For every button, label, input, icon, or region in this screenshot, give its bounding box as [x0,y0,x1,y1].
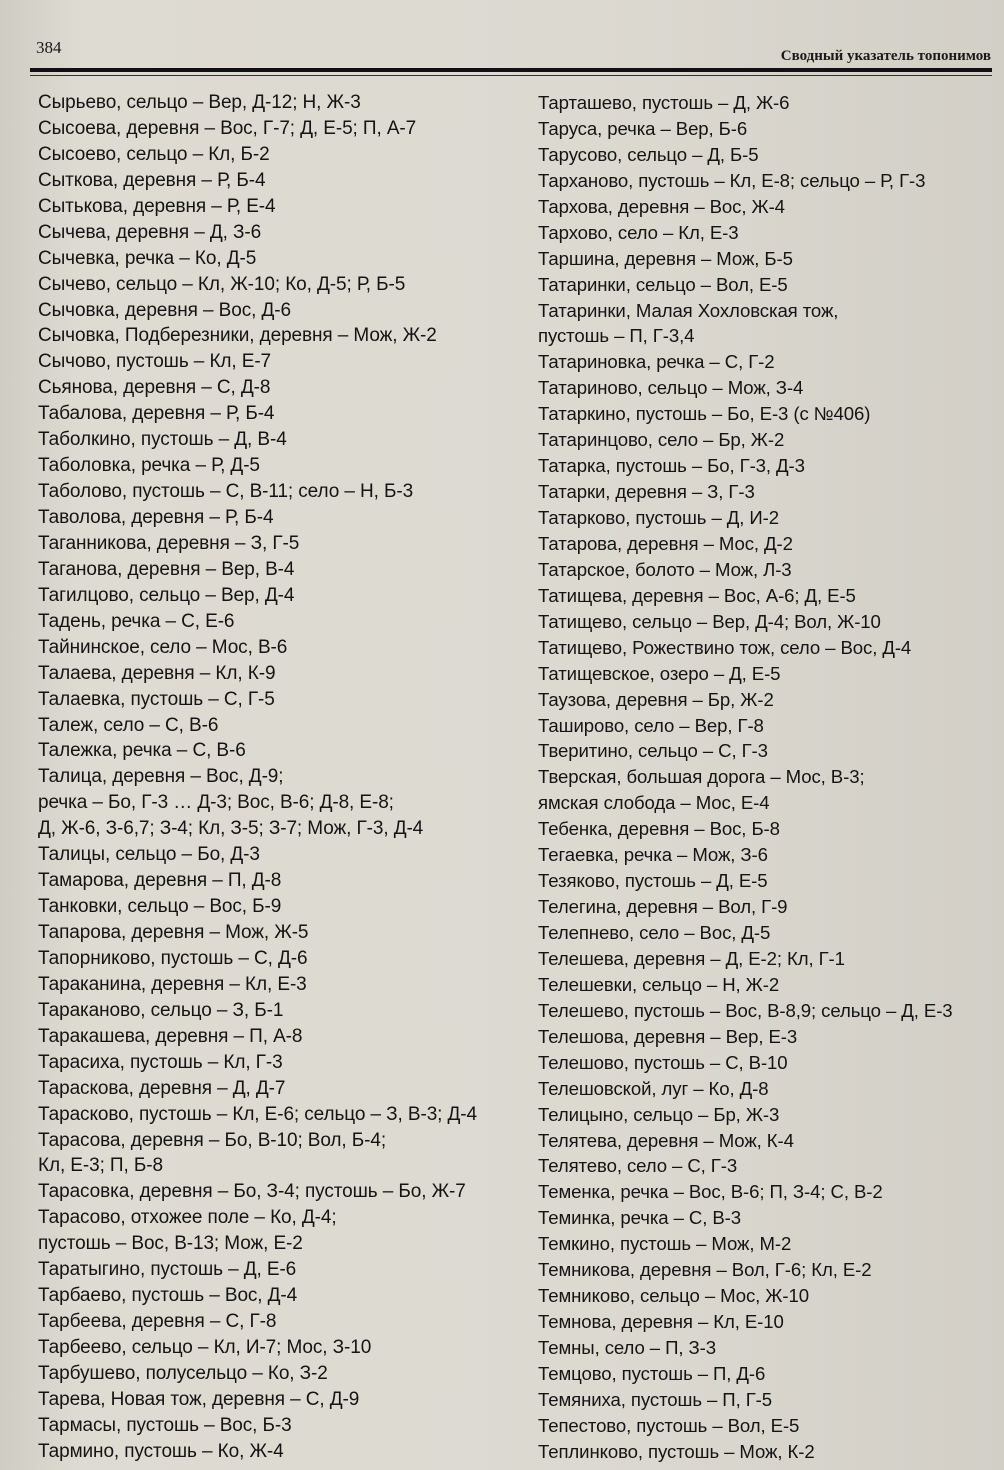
index-entry: Телешева, деревня – Д, Е-2; Кл, Г-1 [538,947,845,969]
page-number: 384 [36,38,62,57]
index-entry: Таршина, деревня – Мож, Б-5 [538,247,793,269]
index-entry: Татарково, пустошь – Д, И-2 [538,507,779,528]
index-entry: Темяниха, пустошь – П, Г-5 [538,1388,772,1410]
index-entry: Талаева, деревня – Кл, К-9 [38,662,276,684]
index-entry: Тапорниково, пустошь – С, Д-6 [38,947,308,969]
header-rule-thick [30,68,992,72]
index-entry: Тагилцово, сельцо – Вер, Д-4 [38,584,295,606]
index-entry: Танковки, сельцо – Вос, Б-9 [38,896,282,918]
index-entry: Сьянова, деревня – С, Д-8 [38,377,271,399]
index-entry: Тарасово, отхожее поле – Ко, Д-4; [38,1207,337,1229]
index-entry: Таруса, речка – Вер, Б-6 [538,117,748,139]
index-entry: Тадень, речка – С, Е-6 [38,610,235,632]
index-entry: речка – Бо, Г-3 … Д-3; Вос, В-6; Д-8, Е-8; [38,792,394,814]
index-entry: Тархова, деревня – Вос, Ж-4 [538,195,785,217]
index-entry: Темцово, пустошь – П, Д-6 [538,1362,766,1384]
running-title: Сводный указатель топонимов [780,48,991,64]
index-entry: Сычово, пустошь – Кл, Е-7 [38,351,272,373]
index-entry: Таузова, деревня – Бр, Ж-2 [538,688,774,710]
index-entry: Теменка, речка – Вос, В-6; П, З-4; С, В-2 [538,1181,883,1203]
index-entry: Татищева, деревня – Вос, А-6; Д, Е-5 [538,584,856,606]
index-entry: Телешево, пустошь – Вос, В-8,9; сельцо – Д, Е-3 [538,999,953,1021]
index-entry: Талежка, речка – С, В-6 [38,740,246,762]
page-header [30,34,995,64]
index-entry: Таболовка, речка – Р, Д-5 [38,455,260,477]
index-entry: Татаринки, Малая Хохловская тож, [538,299,839,321]
index-entry: Таганникова, деревня – З, Г-5 [38,532,300,554]
index-entry: Таратыгино, пустошь – Д, Е-6 [38,1259,297,1281]
index-entry: Телегина, деревня – Вол, Г-9 [538,896,788,918]
index-entry: Татищево, сельцо – Вер, Д-4; Вол, Ж-10 [538,610,881,632]
index-column-left [38,90,533,1465]
index-entry: Татарка, пустошь – Бо, Г-3, Д-3 [538,455,805,477]
header-rule-thin [30,75,992,76]
index-entry: Татаринцово, село – Бр, Ж-2 [538,429,785,451]
index-entry: Татищево, Рожествино тож, село – Вос, Д-4 [538,636,912,658]
index-entry: Сысоево, сельцо – Кл, Б-2 [38,143,270,165]
index-entry: Таширово, село – Вер, Г-8 [538,714,764,736]
index-entry: Тарбаево, пустошь – Вос, Д-4 [38,1285,298,1307]
index-entry: Тверская, большая дорога – Мос, В-3; [538,766,865,788]
index-entry: Тарасково, пустошь – Кл, Е-6; сельцо – З, В-3; Д-4 [38,1103,477,1125]
index-entry: Тарасиха, пустошь – Кл, Г-3 [38,1051,283,1073]
index-entry: Тегаевка, речка – Мож, З-6 [538,844,768,866]
index-entry: Телешовской, луг – Ко, Д-8 [538,1077,769,1099]
index-entry: Теплинково, пустошь – Мож, К-2 [538,1440,815,1462]
index-entry: Тараканина, деревня – Кл, Е-3 [38,973,307,995]
index-entry: Талаевка, пустошь – С, Г-5 [38,688,275,710]
index-entry: Теминка, речка – С, В-3 [538,1207,742,1229]
index-entry: Телицыно, сельцо – Бр, Ж-3 [538,1103,780,1125]
index-entry: Тапарова, деревня – Мож, Ж-5 [38,922,309,943]
index-entry: Телешова, деревня – Вер, Е-3 [538,1025,798,1047]
index-entry: пустошь – П, Г-3,4 [538,325,695,347]
index-entry: Тараскова, деревня – Д, Д-7 [38,1077,286,1099]
index-entry: Татарское, болото – Мож, Л-3 [538,558,792,580]
index-entry: Таволова, деревня – Р, Б-4 [38,507,274,528]
index-entry: ямская слобода – Мос, Е-4 [538,792,770,814]
index-entry: Сытькова, деревня – Р, Е-4 [38,195,276,217]
index-entry: Темнова, деревня – Кл, Е-10 [538,1311,784,1333]
index-entry: Сычева, деревня – Д, З-6 [38,221,262,243]
index-entry: Тархово, село – Кл, Е-3 [538,221,739,243]
index-entry: Сырьево, сельцо – Вер, Д-12; Н, Ж-3 [38,92,361,113]
index-entry: Талеж, село – С, В-6 [38,714,219,736]
index-entry: Тарасова, деревня – Бо, В-10; Вол, Б-4; [38,1129,387,1151]
index-entry: Телятево, село – С, Г-3 [538,1155,738,1177]
index-entry: Тарташево, пустошь – Д, Ж-6 [538,92,790,113]
index-entry: Табалова, деревня – Р, Б-4 [38,403,275,425]
index-entry: Темкино, пустошь – Мож, М-2 [538,1233,792,1255]
index-entry: Татищевское, озеро – Д, Е-5 [538,662,781,684]
index-entry: Талица, деревня – Вос, Д-9; [38,766,284,788]
index-entry: Темны, село – П, З-3 [538,1337,716,1358]
index-entry: Тарусово, сельцо – Д, Б-5 [538,143,759,165]
index-entry: Сысоева, деревня – Вос, Г-7; Д, Е-5; П, А-7 [38,117,417,139]
index-entry: Таболкино, пустошь – Д, В-4 [38,429,287,451]
index-entry: Телятева, деревня – Мож, К-4 [538,1129,794,1151]
index-entry: Татаркино, пустошь – Бо, Е-3 (с №406) [538,403,871,425]
index-entry: Тараканово, сельцо – З, Б-1 [38,999,284,1021]
index-entry: Тарбеево, сельцо – Кл, И-7; Мос, З-10 [38,1337,372,1358]
index-entry: Татаринки, сельцо – Вол, Е-5 [538,273,788,295]
index-entry: Таракашева, деревня – П, А-8 [38,1025,303,1047]
index-entry: Тарбушево, полусельцо – Ко, З-2 [38,1362,328,1384]
index-entry: Тармино, пустошь – Ко, Ж-4 [38,1440,284,1462]
index-entry: Телешевки, сельцо – Н, Ж-2 [538,973,780,995]
index-entry: Татариново, сельцо – Мож, З-4 [538,377,804,399]
index-entry: Тарева, Новая тож, деревня – С, Д-9 [38,1388,360,1410]
index-entry: Сычевка, речка – Ко, Д-5 [38,247,257,269]
index-entry: Телешово, пустошь – С, В-10 [538,1051,788,1073]
index-entry: Тезяково, пустошь – Д, Е-5 [538,870,768,892]
index-entry: Сычовка, Подберезники, деревня – Мож, Ж-2 [38,325,437,347]
index-column-right [538,90,998,1465]
index-entry: Тепестово, пустошь – Вол, Е-5 [538,1414,800,1436]
index-entry: Тамарова, деревня – П, Д-8 [38,870,282,892]
index-entry: Таболово, пустошь – С, В-11; село – Н, Б-3 [38,481,414,503]
index-entry: Татарки, деревня – З, Г-3 [538,481,755,503]
index-entry: Тарбеева, деревня – С, Г-8 [38,1311,277,1333]
index-entry: Тебенка, деревня – Вос, Б-8 [538,818,780,840]
index-entry: Сычовка, деревня – Вос, Д-6 [38,299,291,321]
index-entry: Темниково, сельцо – Мос, Ж-10 [538,1285,809,1307]
index-entry: Татариновка, речка – С, Г-2 [538,351,775,373]
index-entry: Тарасовка, деревня – Бо, З-4; пустошь – Бо, Ж-7 [38,1181,466,1203]
index-entry: Сыткова, деревня – Р, Б-4 [38,169,266,191]
index-entry: Телепнево, село – Вос, Д-5 [538,922,771,943]
index-entry: Тарханово, пустошь – Кл, Е-8; сельцо – Р, Г-3 [538,169,926,191]
index-entry: Темникова, деревня – Вол, Г-6; Кл, Е-2 [538,1259,872,1281]
index-entry: Кл, Е-3; П, Б-8 [38,1155,163,1177]
index-entry: Тайнинское, село – Мос, В-6 [38,636,288,658]
index-entry: Талицы, сельцо – Бо, Д-3 [38,844,260,866]
index-entry: Таганова, деревня – Вер, В-4 [38,558,295,580]
index-entry: Татарова, деревня – Мос, Д-2 [538,532,793,554]
index-entry: пустошь – Вос, В-13; Мож, Е-2 [38,1233,303,1255]
index-entry: Тверитино, сельцо – С, Г-3 [538,740,768,762]
index-entry: Тармасы, пустошь – Вос, Б-3 [38,1414,292,1436]
index-entry: Сычево, сельцо – Кл, Ж-10; Ко, Д-5; Р, Б-5 [38,273,406,295]
index-entry: Д, Ж-6, З-6,7; З-4; Кл, З-5; З-7; Мож, Г-3, Д-4 [38,818,424,840]
